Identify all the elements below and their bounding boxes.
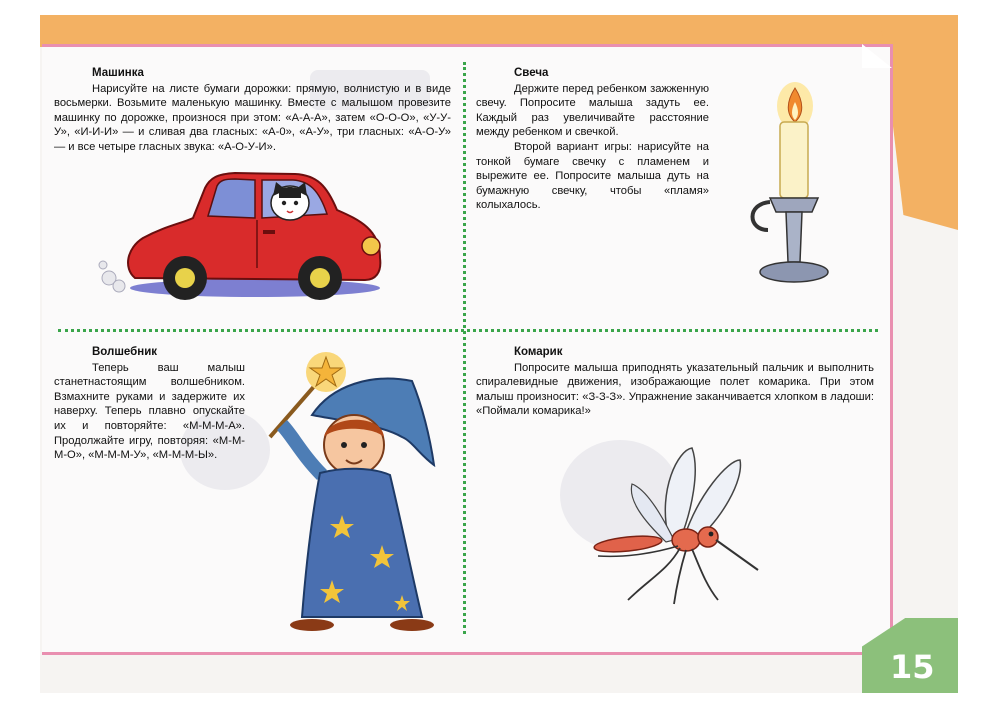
shoe — [290, 619, 334, 631]
section-text: Второй вариант игры: нарисуйте на тонкой бумаге свечку с пламенем и вырежите ее. Попросите малыша дуть на бумажную свечку, чтобы «пламя» колыхалось. — [476, 140, 709, 212]
section-title: Волшебник — [92, 346, 158, 358]
section-text: Теперь ваш малыш станетнастоящим волшебником. Взмахните руками и задержите их наверху. Теперь плавно опускайте их и повторяйте: «М-М-М-А». Продолжайте игру, повторяя: «М-М-М-О», «М-М-М-У», «М-М-М-Ы». — [54, 361, 245, 462]
candle-illustration — [740, 80, 840, 290]
eye — [341, 442, 347, 448]
section-title: Комарик — [514, 346, 563, 358]
mosquito-head — [698, 527, 718, 547]
proboscis — [716, 540, 758, 570]
exhaust-puff — [113, 280, 125, 292]
section-title: Свеча — [514, 67, 549, 79]
arm — [282, 425, 322, 475]
eye — [361, 442, 367, 448]
section-mosquito — [476, 345, 874, 419]
section-candle — [476, 66, 709, 213]
section-title: Машинка — [92, 67, 144, 79]
section-car — [54, 66, 451, 155]
candle-body — [780, 122, 808, 198]
wizard-illustration — [262, 345, 447, 633]
robe — [302, 469, 422, 617]
section-text: Нарисуйте на листе бумаги дорожки: прямую, волнистую и в виде восьмерки. Возьмите маленькую машинку. Вместе с малышом провезите машинку по дорожке, произнося при этом: «А-А-А», затем «О-О-О», «У-У-У», «И-И-И» — и сливая два гласных: «А-0», «А-У», три гласных: «А-О-У» — и все четыре гласных звука: «А-О-У-И». — [54, 82, 451, 153]
leg — [628, 548, 680, 600]
leg — [692, 549, 718, 600]
top-orange-band — [40, 15, 958, 47]
car-headlight — [362, 237, 380, 255]
car-illustration — [95, 168, 395, 313]
section-text: Держите перед ребенком зажженную свечу. Попросите малыша задуть ее. Каждый раз увеличивайте расстояние между ребенком и свечкой. — [476, 82, 709, 139]
mosquito-abdomen — [593, 533, 662, 554]
car-handle — [263, 230, 275, 234]
shoe — [390, 619, 434, 631]
candle-stem — [786, 212, 802, 262]
page-number: 15 — [890, 648, 935, 686]
exhaust-puff — [99, 261, 107, 269]
section-text: Попросите малыша приподнять указательный пальчик и выполнить спиралевидные движения, изображающие полет комарика. При этом малыш произносит: «З-З-З». Упражнение заканчивается хлопком в ладоши: «Поймали комарика!» — [476, 361, 874, 418]
section-wizard — [54, 345, 245, 463]
candle-base — [760, 262, 828, 282]
mosquito-eye — [709, 532, 714, 537]
vertical-divider — [463, 62, 466, 634]
horizontal-divider — [58, 329, 878, 332]
mosquito-illustration — [588, 440, 763, 605]
candle-holder — [770, 198, 818, 212]
mosquito-thorax — [672, 529, 700, 551]
leg — [674, 550, 686, 604]
cat-eye — [282, 201, 286, 205]
candle-handle — [753, 202, 771, 230]
cat-eye — [294, 201, 298, 205]
car-hubcap — [310, 268, 330, 288]
cat-patch — [279, 187, 301, 198]
car-hubcap — [175, 268, 195, 288]
